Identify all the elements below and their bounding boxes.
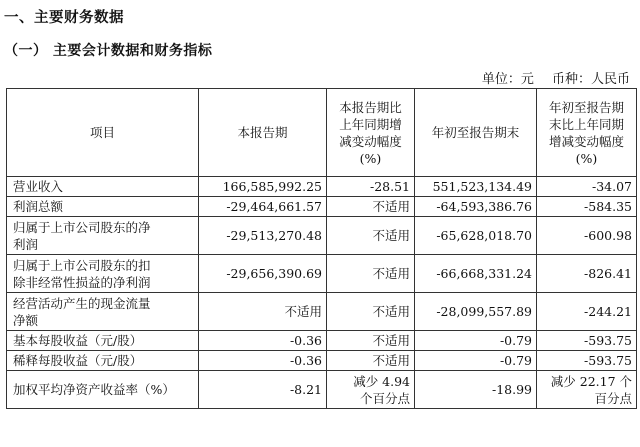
table-row	[7, 177, 637, 197]
cell-current	[199, 197, 327, 217]
unit-label: 单位：元	[481, 72, 534, 87]
cell-line: 基本每股收益（元/股）	[13, 333, 143, 348]
cell-line: -0.36	[289, 333, 322, 348]
cell-ytd-change	[537, 331, 637, 351]
cell-line: -34.07	[591, 179, 632, 194]
cell-line: 稀释每股收益（元/股）	[13, 353, 143, 368]
cell-line: 利润总额	[13, 199, 64, 214]
cell-item	[7, 331, 199, 351]
header-line: 本报告期比	[339, 99, 402, 115]
cell-line: 加权平均净资产收益率（%）	[13, 382, 175, 397]
cell-line: -0.36	[289, 353, 322, 368]
header-line: (%)	[359, 150, 382, 166]
cell-line: -28,099,557.89	[436, 304, 532, 319]
cell-current-change	[327, 217, 415, 255]
cell-line: -0.79	[499, 353, 532, 368]
cell-line: 归属于上市公司股东的净	[13, 219, 151, 235]
cell-current-change	[327, 371, 415, 409]
cell-ytd	[415, 351, 537, 371]
cell-current	[199, 255, 327, 293]
cell-item	[7, 255, 199, 293]
cell-ytd-change	[537, 177, 637, 197]
cell-line: -584.35	[584, 199, 632, 214]
cell-line: 不适用	[372, 228, 410, 243]
table-row	[7, 371, 637, 409]
section-heading: 一、主要财务数据	[4, 10, 124, 26]
cell-line: 利润	[13, 236, 39, 252]
table-row	[7, 197, 637, 217]
cell-line: 百分点	[594, 390, 632, 406]
financial-data-table	[6, 88, 637, 409]
cell-line: -0.79	[499, 333, 532, 348]
cell-ytd-change	[537, 351, 637, 371]
table-row	[7, 351, 637, 371]
cell-ytd-change	[537, 197, 637, 217]
cell-line: 净额	[13, 312, 39, 328]
cell-line: 不适用	[284, 304, 322, 319]
cell-line: 经营活动产生的现金流量	[13, 295, 151, 311]
header-current-change	[327, 89, 415, 177]
cell-current	[199, 351, 327, 371]
header-line: 年初至报告期末	[431, 125, 520, 140]
header-line: 年初至报告期	[548, 99, 624, 115]
cell-ytd	[415, 177, 537, 197]
cell-line: -29,464,661.57	[226, 199, 322, 214]
cell-ytd-change	[537, 255, 637, 293]
cell-line: -244.21	[584, 304, 632, 319]
header-line: 本报告期	[237, 125, 288, 140]
cell-line: -64,593,386.76	[436, 199, 532, 214]
cell-current	[199, 293, 327, 331]
header-line: 项目	[89, 125, 115, 140]
cell-item	[7, 217, 199, 255]
table-row	[7, 293, 637, 331]
cell-ytd	[415, 331, 537, 351]
cell-line: 不适用	[372, 199, 410, 214]
cell-line: -29,656,390.69	[226, 266, 322, 281]
header-item	[7, 89, 199, 177]
cell-line: -18.99	[491, 382, 532, 397]
currency-label: 币种：人民币	[551, 72, 630, 87]
cell-ytd	[415, 217, 537, 255]
header-ytd	[415, 89, 537, 177]
cell-line: 个百分点	[359, 390, 410, 406]
cell-line: -826.41	[584, 266, 632, 281]
cell-ytd-change	[537, 371, 637, 409]
header-line: 增减变动幅度	[548, 133, 624, 149]
cell-line: 减少 22.17 个	[550, 373, 632, 389]
table-row	[7, 331, 637, 351]
cell-item	[7, 371, 199, 409]
cell-line: 不适用	[372, 304, 410, 319]
cell-line: -593.75	[584, 333, 632, 348]
cell-current-change	[327, 177, 415, 197]
cell-current-change	[327, 331, 415, 351]
cell-line: -29,513,270.48	[226, 228, 322, 243]
cell-ytd	[415, 371, 537, 409]
cell-line: 551,523,134.49	[432, 179, 532, 194]
header-line: 上年同期增	[339, 116, 402, 132]
cell-line: 归属于上市公司股东的扣	[13, 257, 151, 273]
table-row	[7, 217, 637, 255]
header-line: (%)	[575, 150, 598, 166]
cell-line: 减少 4.94	[353, 373, 410, 389]
header-line: 末比上年同期	[548, 116, 624, 132]
cell-item	[7, 293, 199, 331]
cell-line: 不适用	[372, 333, 410, 348]
cell-line: 除非经常性损益的净利润	[13, 274, 151, 290]
cell-line: -8.21	[289, 382, 322, 397]
cell-ytd-change	[537, 293, 637, 331]
cell-current-change	[327, 293, 415, 331]
cell-line: 营业收入	[13, 179, 64, 194]
cell-line: -65,628,018.70	[436, 228, 532, 243]
unit-line	[468, 68, 630, 87]
cell-current	[199, 331, 327, 351]
cell-ytd	[415, 197, 537, 217]
header-ytd-change	[537, 89, 637, 177]
table-row	[7, 255, 637, 293]
cell-ytd	[415, 293, 537, 331]
cell-line: -28.51	[369, 179, 410, 194]
subsection-heading: （一） 主要会计数据和财务指标	[4, 43, 213, 59]
cell-current	[199, 217, 327, 255]
header-current-period	[199, 89, 327, 177]
cell-ytd-change	[537, 217, 637, 255]
cell-line: -600.98	[584, 228, 632, 243]
cell-line: 166,585,992.25	[222, 179, 322, 194]
table-header-row	[7, 89, 637, 177]
cell-item	[7, 177, 199, 197]
cell-current-change	[327, 255, 415, 293]
cell-current	[199, 177, 327, 197]
cell-line: 不适用	[372, 353, 410, 368]
cell-current	[199, 371, 327, 409]
cell-line: -593.75	[584, 353, 632, 368]
cell-item	[7, 197, 199, 217]
cell-item	[7, 351, 199, 371]
cell-current-change	[327, 351, 415, 371]
cell-current-change	[327, 197, 415, 217]
cell-line: -66,668,331.24	[436, 266, 532, 281]
cell-ytd	[415, 255, 537, 293]
cell-line: 不适用	[372, 266, 410, 281]
header-line: 减变动幅度	[339, 133, 402, 149]
